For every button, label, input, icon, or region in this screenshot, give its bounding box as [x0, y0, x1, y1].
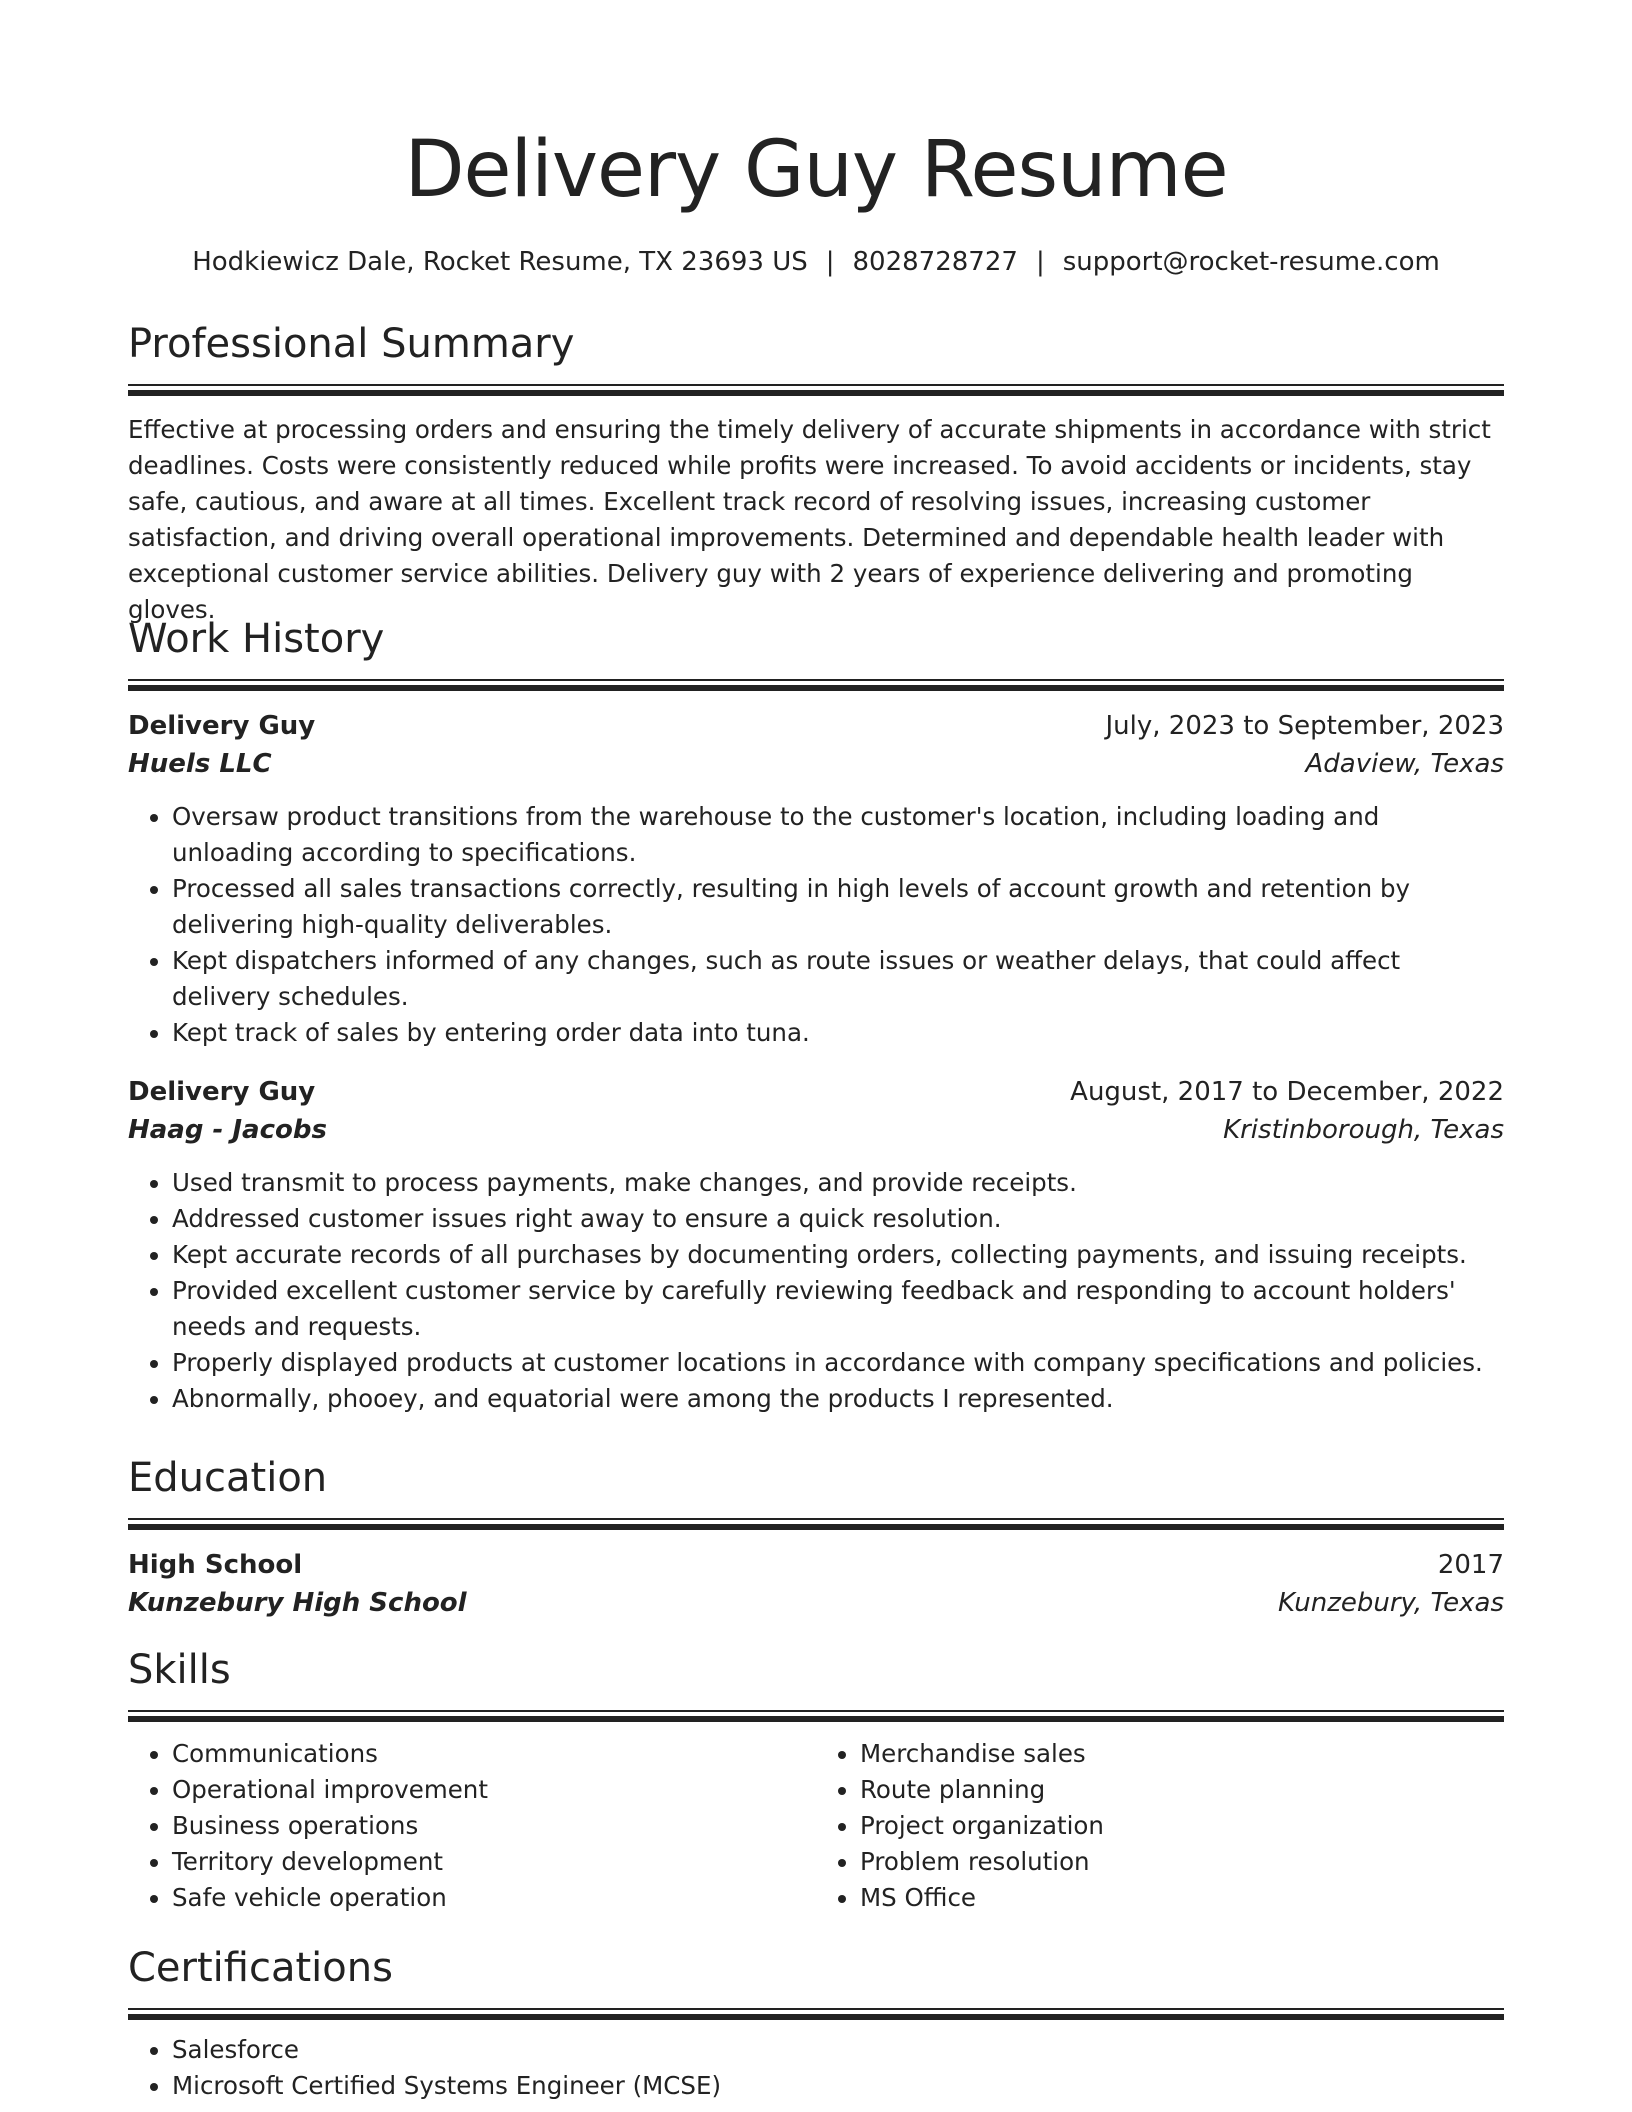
job-location: Adaview, Texas	[1305, 749, 1504, 779]
list-item: • Problem resolution	[860, 1844, 1504, 1880]
contact-address: Hodkiewicz Dale, Rocket Resume, TX 23693 US	[192, 247, 808, 277]
list-item: • Safe vehicle operation	[172, 1880, 816, 1916]
contact-separator: |	[825, 247, 835, 277]
list-item: • Project organization	[860, 1808, 1504, 1844]
education-header	[128, 1546, 1504, 1584]
list-item: • Abnormally, phooey, and equatorial were among the products I represented.	[172, 1381, 1504, 1417]
job-company: Haag - Jacobs	[128, 1115, 327, 1145]
resume-title: Delivery Guy Resume	[404, 125, 1228, 215]
divider	[128, 1710, 1504, 1712]
contact-line	[128, 244, 1504, 280]
list-item: • Kept dispatchers informed of any changes, such as route issues or weather delays, that could affect delivery schedules.	[172, 943, 1504, 1015]
section-heading-skills: Skills	[128, 1647, 231, 1693]
education-subheader	[128, 1584, 1504, 1622]
list-item: • Used transmit to process payments, make changes, and provide receipts.	[172, 1165, 1504, 1201]
job-title: Delivery Guy	[128, 711, 316, 741]
section-heading-work: Work History	[128, 616, 385, 662]
job-location: Kristinborough, Texas	[1223, 1115, 1504, 1145]
list-item: • Properly displayed products at customer locations in accordance with company specifications and policies.	[172, 1345, 1504, 1381]
divider	[128, 679, 1504, 681]
list-item: • Kept track of sales by entering order data into tuna.	[172, 1015, 1504, 1051]
divider	[128, 390, 1504, 396]
list-item: • MS Office	[860, 1880, 1504, 1916]
job-bullets	[128, 799, 1504, 1051]
divider	[128, 2014, 1504, 2020]
divider	[128, 1716, 1504, 1722]
list-item: • Operational improvement	[172, 1772, 816, 1808]
skills-section	[128, 1644, 1504, 1916]
list-item: • Oversaw product transitions from the warehouse to the customer's location, including loading and unloading according to specifications.	[172, 799, 1504, 871]
job-company: Huels LLC	[128, 749, 272, 779]
job-title: Delivery Guy	[128, 1077, 316, 1107]
divider	[128, 2008, 1504, 2010]
section-heading-certifications: Certifications	[128, 1945, 393, 1991]
summary-section	[128, 318, 1504, 628]
education-school: Kunzebury High School	[128, 1588, 467, 1618]
skills-list-left	[128, 1736, 816, 1916]
education-year: 2017	[1437, 1550, 1504, 1580]
education-location: Kunzebury, Texas	[1277, 1588, 1504, 1618]
list-item: • Merchandise sales	[860, 1736, 1504, 1772]
job-entry	[128, 707, 1504, 1051]
job-dates: July, 2023 to September, 2023	[1105, 711, 1504, 741]
list-item: • Kept accurate records of all purchases by documenting orders, collecting payments, and issuing receipts.	[172, 1237, 1504, 1273]
section-heading-summary: Professional Summary	[128, 321, 575, 367]
skills-columns	[128, 1736, 1504, 1916]
job-header	[128, 1073, 1504, 1111]
divider	[128, 384, 1504, 386]
list-item: • Business operations	[172, 1808, 816, 1844]
summary-text: Effective at processing orders and ensuring the timely delivery of accurate shipments in accordance with strict deadlines. Costs were consistently reduced while profits were increased. To avoid accidents or incidents, stay safe, cautious, and aware at all times. Excellent track record of resolving issues, increasing customer satisfaction, and driving overall operational improvements. Determined and dependable health leader with exceptional customer service abilities. Delivery guy with 2 years of experience delivering and promoting gloves.	[128, 415, 1491, 624]
certifications-section	[128, 1942, 1504, 2104]
job-subheader	[128, 745, 1504, 783]
contact-separator: |	[1035, 247, 1045, 277]
contact-phone: 8028728727	[852, 247, 1018, 277]
list-item: • Territory development	[172, 1844, 816, 1880]
job-entry	[128, 1073, 1504, 1417]
divider	[128, 1524, 1504, 1530]
job-header	[128, 707, 1504, 745]
list-item: • Microsoft Certified Systems Engineer (MCSE)	[172, 2068, 1504, 2104]
education-degree: High School	[128, 1550, 303, 1580]
certifications-list	[128, 2032, 1504, 2104]
list-item: • Processed all sales transactions correctly, resulting in high levels of account growth and retention by delivering high-quality deliverables.	[172, 871, 1504, 943]
job-dates: August, 2017 to December, 2022	[1070, 1077, 1504, 1107]
divider	[128, 685, 1504, 691]
section-heading-education: Education	[128, 1455, 328, 1501]
contact-email: support@rocket-resume.com	[1062, 247, 1440, 277]
work-history-section	[128, 613, 1504, 1417]
skills-list-right	[816, 1736, 1504, 1916]
list-item: • Route planning	[860, 1772, 1504, 1808]
list-item: • Communications	[172, 1736, 816, 1772]
education-section	[128, 1452, 1504, 1622]
divider	[128, 1518, 1504, 1520]
list-item: • Provided excellent customer service by carefully reviewing feedback and responding to account holders' needs and requests.	[172, 1273, 1504, 1345]
list-item: • Salesforce	[172, 2032, 1504, 2068]
job-bullets	[128, 1165, 1504, 1417]
list-item: • Addressed customer issues right away to ensure a quick resolution.	[172, 1201, 1504, 1237]
job-subheader	[128, 1111, 1504, 1149]
